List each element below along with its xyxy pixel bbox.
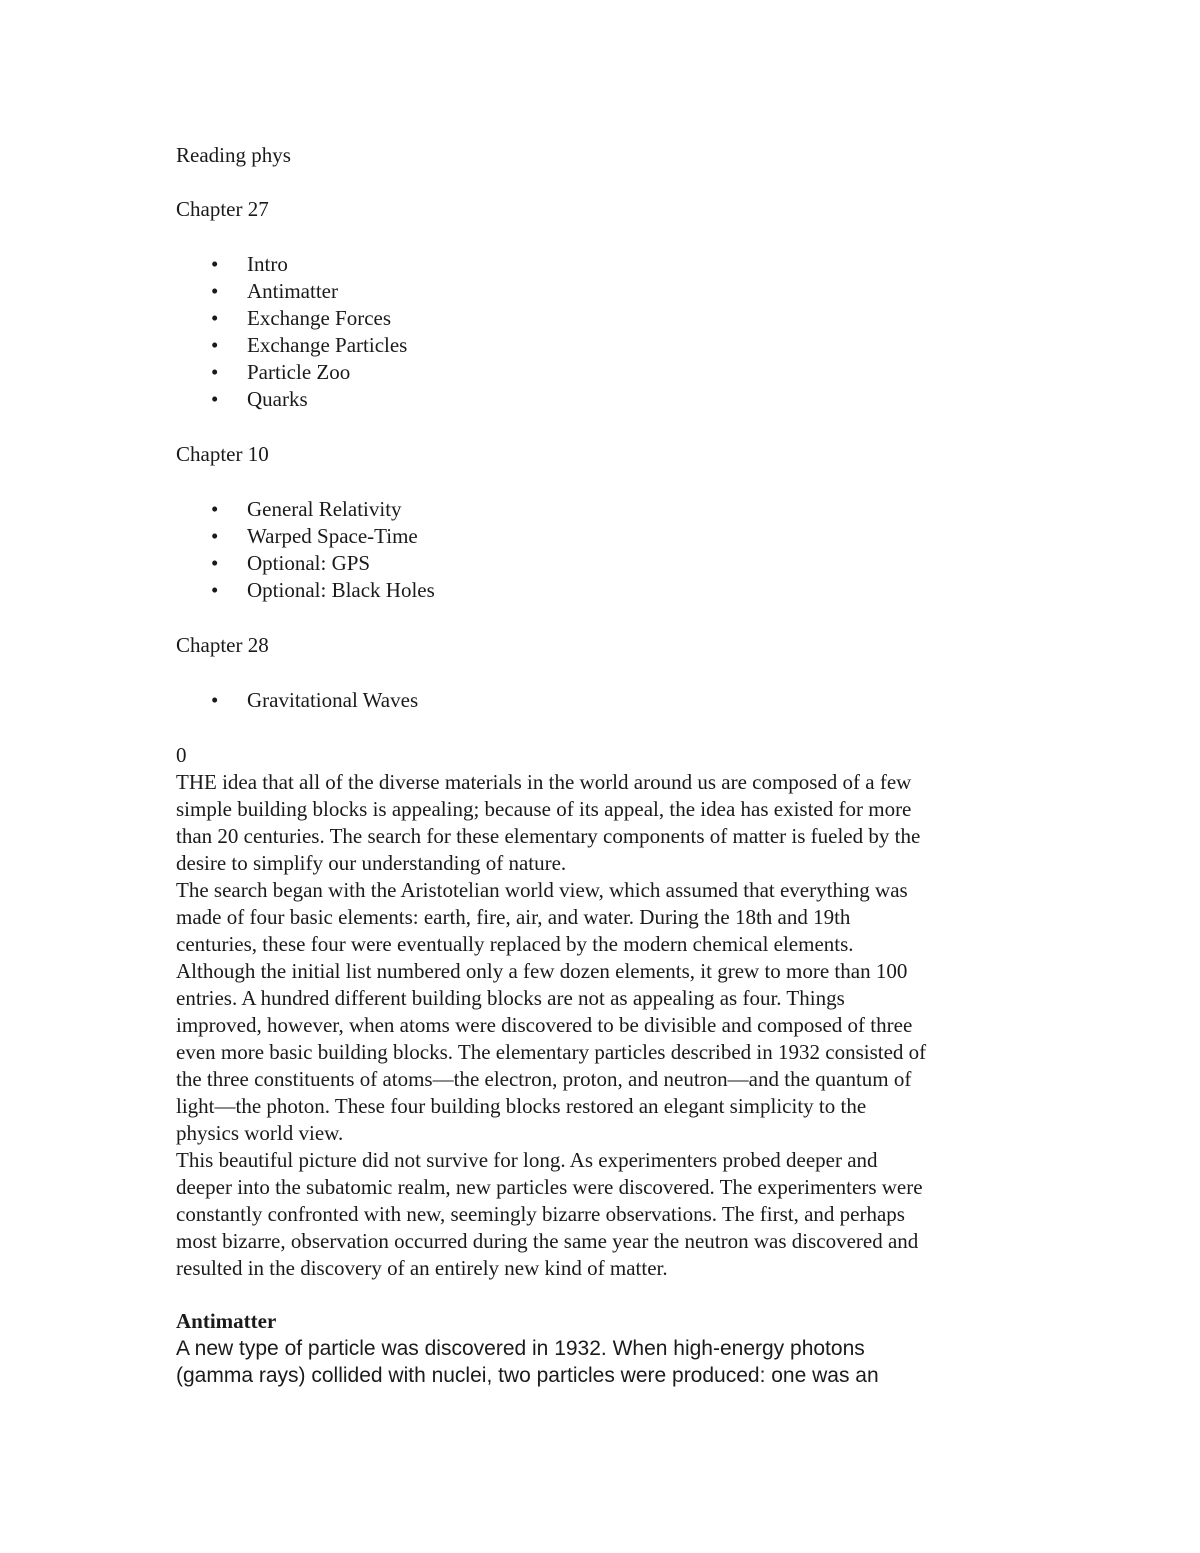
body-line: A new type of particle was discovered in 1932. When high-energy photons xyxy=(176,1337,865,1360)
chapter-heading-28: Chapter 28 xyxy=(176,633,269,657)
bullet-icon: • xyxy=(211,524,219,548)
body-line: centuries, these four were eventually replaced by the modern chemical elements. xyxy=(176,932,854,956)
document-title: Reading phys xyxy=(176,143,291,167)
topic-label: Quarks xyxy=(247,387,308,411)
topic-label: Exchange Particles xyxy=(247,333,408,357)
topic-label: Optional: GPS xyxy=(247,551,371,575)
bullet-icon: • xyxy=(211,551,219,575)
list-item xyxy=(176,577,1026,604)
body-line: This beautiful picture did not survive for long. As experimenters probed deeper and xyxy=(176,1148,878,1172)
section-number: 0 xyxy=(176,743,187,767)
topic-label: Optional: Black Holes xyxy=(247,578,435,602)
topic-label: Particle Zoo xyxy=(247,360,351,384)
bullet-icon: • xyxy=(211,279,219,303)
list-item xyxy=(176,359,1026,386)
body-line: most bizarre, observation occurred during the same year the neutron was discovered and xyxy=(176,1229,919,1253)
bullet-icon: • xyxy=(211,252,219,276)
chapter-27-topic-list xyxy=(176,251,1026,413)
bullet-icon: • xyxy=(211,578,219,602)
topic-label: Exchange Forces xyxy=(247,306,392,330)
body-line: light—the photon. These four building blocks restored an elegant simplicity to the xyxy=(176,1094,867,1118)
body-line: The search began with the Aristotelian world view, which assumed that everything was xyxy=(176,878,908,902)
body-line: desire to simplify our understanding of nature. xyxy=(176,851,567,875)
list-item xyxy=(176,251,1026,278)
list-item xyxy=(176,496,1026,523)
antimatter-body-text xyxy=(176,1335,1026,1389)
body-line: (gamma rays) collided with nuclei, two particles were produced: one was an xyxy=(176,1364,879,1387)
body-line: than 20 centuries. The search for these elementary components of matter is fueled by the xyxy=(176,824,921,848)
body-line: Although the initial list numbered only a few dozen elements, it grew to more than 100 xyxy=(176,959,908,983)
topic-label: Intro xyxy=(247,252,288,276)
body-line: even more basic building blocks. The elementary particles described in 1932 consisted of xyxy=(176,1040,927,1064)
body-line: made of four basic elements: earth, fire, air, and water. During the 18th and 19th xyxy=(176,905,851,929)
body-line: resulted in the discovery of an entirely new kind of matter. xyxy=(176,1256,668,1280)
chapter-28-topic-list xyxy=(176,687,1026,714)
list-item xyxy=(176,386,1026,413)
topic-label: General Relativity xyxy=(247,497,402,521)
topic-label: Warped Space-Time xyxy=(247,524,418,548)
chapter-10-topic-list xyxy=(176,496,1026,604)
antimatter-heading: Antimatter xyxy=(176,1309,277,1333)
bullet-icon: • xyxy=(211,387,219,411)
bullet-icon: • xyxy=(211,333,219,357)
body-line: THE idea that all of the diverse materials in the world around us are composed of a few xyxy=(176,770,912,794)
body-line: deeper into the subatomic realm, new particles were discovered. The experimenters were xyxy=(176,1175,923,1199)
chapter-heading-27: Chapter 27 xyxy=(176,197,269,221)
bullet-icon: • xyxy=(211,688,219,712)
body-line: the three constituents of atoms—the electron, proton, and neutron—and the quantum of xyxy=(176,1067,912,1091)
topic-label: Gravitational Waves xyxy=(247,688,419,712)
document-content xyxy=(176,142,1026,1389)
list-item xyxy=(176,305,1026,332)
bullet-icon: • xyxy=(211,306,219,330)
list-item xyxy=(176,687,1026,714)
list-item xyxy=(176,523,1026,550)
bullet-icon: • xyxy=(211,360,219,384)
body-line: simple building blocks is appealing; because of its appeal, the idea has existed for more xyxy=(176,797,912,821)
body-line: improved, however, when atoms were discovered to be divisible and composed of three xyxy=(176,1013,913,1037)
list-item xyxy=(176,278,1026,305)
topic-label: Antimatter xyxy=(247,279,338,303)
bullet-icon: • xyxy=(211,497,219,521)
body-line: entries. A hundred different building blocks are not as appealing as four. Things xyxy=(176,986,845,1010)
body-line: constantly confronted with new, seemingly bizarre observations. The first, and perhaps xyxy=(176,1202,905,1226)
chapter-heading-10: Chapter 10 xyxy=(176,442,269,466)
intro-body-text xyxy=(176,742,1026,1282)
body-line: physics world view. xyxy=(176,1121,344,1145)
list-item xyxy=(176,332,1026,359)
list-item xyxy=(176,550,1026,577)
